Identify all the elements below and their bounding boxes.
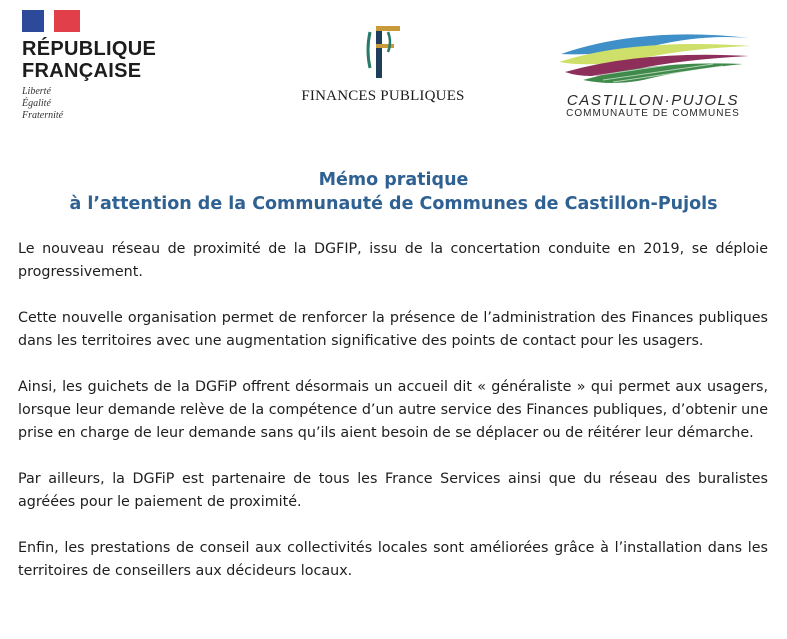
memo-paragraph: Cette nouvelle organisation permet de renforcer la présence de l’administration des Finances publiques dans les territoires avec une augmentation significative des points de contact pour les usagers.	[18, 310, 768, 349]
cp-name: CASTILLON·PUJOLS	[566, 92, 740, 109]
memo-paragraph: Ainsi, les guichets de la DGFiP offrent désormais un accueil dit « généraliste » qui permet aux usagers, lorsque leur demande relève de la compétence d’un autre service des Finances publiques, d’obtenir une prise en charge de leur demande sans qu’ils aient besoin de se déplacer ou de réitérer leur démarche.	[18, 379, 768, 441]
memo-title-line1: Mémo pratique	[318, 170, 469, 190]
castillon-pujols-logo	[548, 24, 758, 119]
republique-francaise-logo	[22, 10, 182, 122]
rf-name-line2: FRANÇAISE	[22, 60, 142, 82]
cp-subtitle: COMMUNAUTE DE COMMUNES	[566, 108, 740, 119]
memo-paragraph: Enfin, les prestations de conseil aux collectivités locales sont améliorées grâce à l’installation dans les territoires de conseillers aux décideurs locaux.	[18, 540, 768, 579]
landscape-hills-icon	[553, 24, 753, 88]
memo-title	[0, 168, 787, 216]
motto-fraternite: Fraternité	[22, 110, 64, 121]
memo-title-line2: à l’attention de la Communauté de Communes de Castillon-Pujols	[69, 194, 718, 214]
rf-name-line1: RÉPUBLIQUE	[22, 38, 157, 60]
finances-publiques-logo	[293, 22, 473, 105]
fp-monogram-icon	[361, 22, 405, 82]
memo-paragraph: Par ailleurs, la DGFiP est partenaire de tous les France Services ainsi que du réseau des buralistes agréées pour le paiement de proximité.	[18, 471, 768, 510]
rf-motto	[22, 86, 182, 122]
motto-egalite: Égalité	[22, 98, 51, 109]
marianne-flag-icon	[22, 10, 80, 32]
fp-name: FINANCES PUBLIQUES	[301, 88, 465, 104]
memo-paragraph: Le nouveau réseau de proximité de la DGFIP, issu de la concertation conduite en 2019, se déploie progressivement.	[18, 241, 768, 280]
memo-body	[18, 238, 768, 606]
motto-liberte: Liberté	[22, 86, 51, 97]
